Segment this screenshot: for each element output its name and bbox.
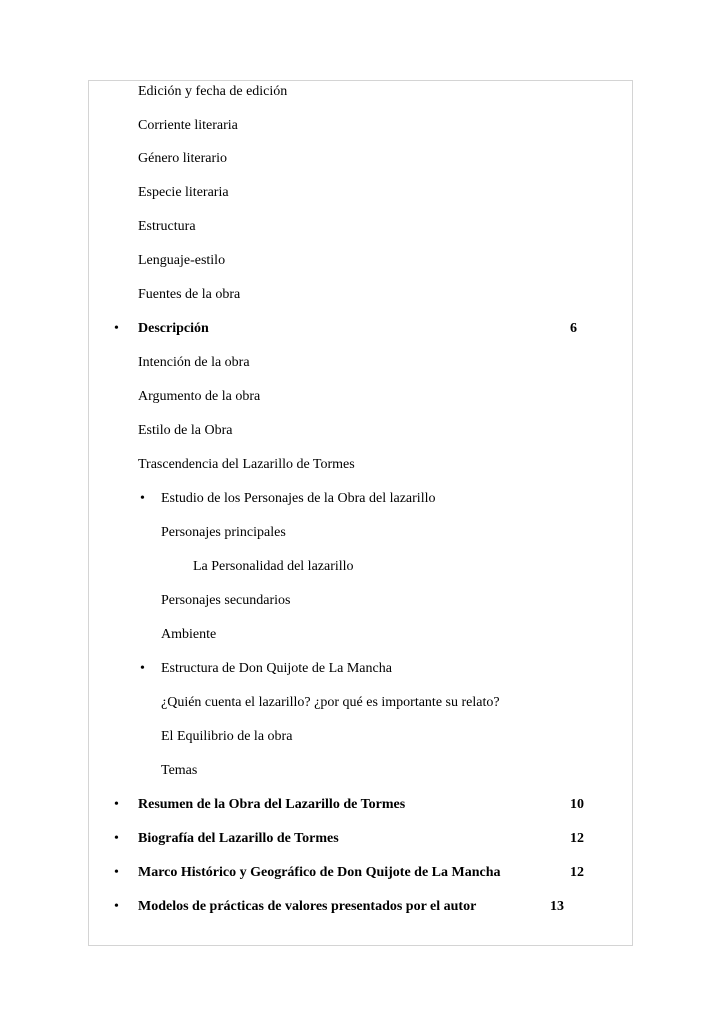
toc-entry-personajes-principales: Personajes principales bbox=[161, 525, 286, 540]
page-number: 12 bbox=[570, 831, 584, 846]
toc-entry-estructura-quijote: Estructura de Don Quijote de La Mancha bbox=[161, 661, 392, 676]
toc-entry-trascendencia: Trascendencia del Lazarillo de Tormes bbox=[138, 457, 355, 472]
toc-entry-edicion: Edición y fecha de edición bbox=[138, 84, 288, 99]
page-number: 12 bbox=[570, 865, 584, 880]
toc-entry-biografia: Biografía del Lazarillo de Tormes bbox=[138, 831, 339, 846]
toc-entry-genero: Género literario bbox=[138, 151, 228, 166]
toc-entry-corriente: Corriente literaria bbox=[138, 118, 238, 133]
toc-entry-especie: Especie literaria bbox=[138, 185, 229, 200]
bullet-icon: • bbox=[114, 831, 119, 846]
toc-entry-equilibrio: El Equilibrio de la obra bbox=[161, 729, 293, 744]
toc-entry-argumento: Argumento de la obra bbox=[138, 389, 261, 404]
page-number: 10 bbox=[570, 797, 584, 812]
toc-entry-intencion: Intención de la obra bbox=[138, 355, 250, 370]
bullet-icon: • bbox=[114, 865, 119, 880]
toc-entry-resumen: Resumen de la Obra del Lazarillo de Tormes bbox=[138, 797, 406, 812]
toc-entry-descripcion: Descripción bbox=[138, 321, 209, 336]
toc-entry-estudio-personajes: Estudio de los Personajes de la Obra del lazarillo bbox=[161, 491, 436, 506]
toc-entry-lenguaje: Lenguaje-estilo bbox=[138, 253, 226, 268]
bullet-icon: • bbox=[114, 321, 119, 336]
page-number: 13 bbox=[550, 899, 564, 914]
toc-entry-personalidad: La Personalidad del lazarillo bbox=[193, 559, 354, 574]
toc-entry-estilo: Estilo de la Obra bbox=[138, 423, 233, 438]
toc-entry-fuentes: Fuentes de la obra bbox=[138, 287, 241, 302]
toc-entry-personajes-secundarios: Personajes secundarios bbox=[161, 593, 291, 608]
bullet-icon: • bbox=[114, 899, 119, 914]
toc-entry-ambiente: Ambiente bbox=[161, 627, 217, 642]
toc-entry-quien-cuenta: ¿Quién cuenta el lazarillo? ¿por qué es importante su relato? bbox=[161, 695, 500, 710]
bullet-icon: • bbox=[140, 491, 145, 506]
toc-entry-marco-historico: Marco Histórico y Geográfico de Don Quijote de La Mancha bbox=[138, 865, 501, 880]
bullet-icon: • bbox=[140, 661, 145, 676]
toc-entry-temas: Temas bbox=[161, 763, 198, 778]
page-frame bbox=[88, 80, 633, 946]
bullet-icon: • bbox=[114, 797, 119, 812]
page-number: 6 bbox=[570, 321, 577, 336]
toc-entry-modelos-valores: Modelos de prácticas de valores presentados por el autor bbox=[138, 899, 477, 914]
toc-entry-estructura: Estructura bbox=[138, 219, 196, 234]
